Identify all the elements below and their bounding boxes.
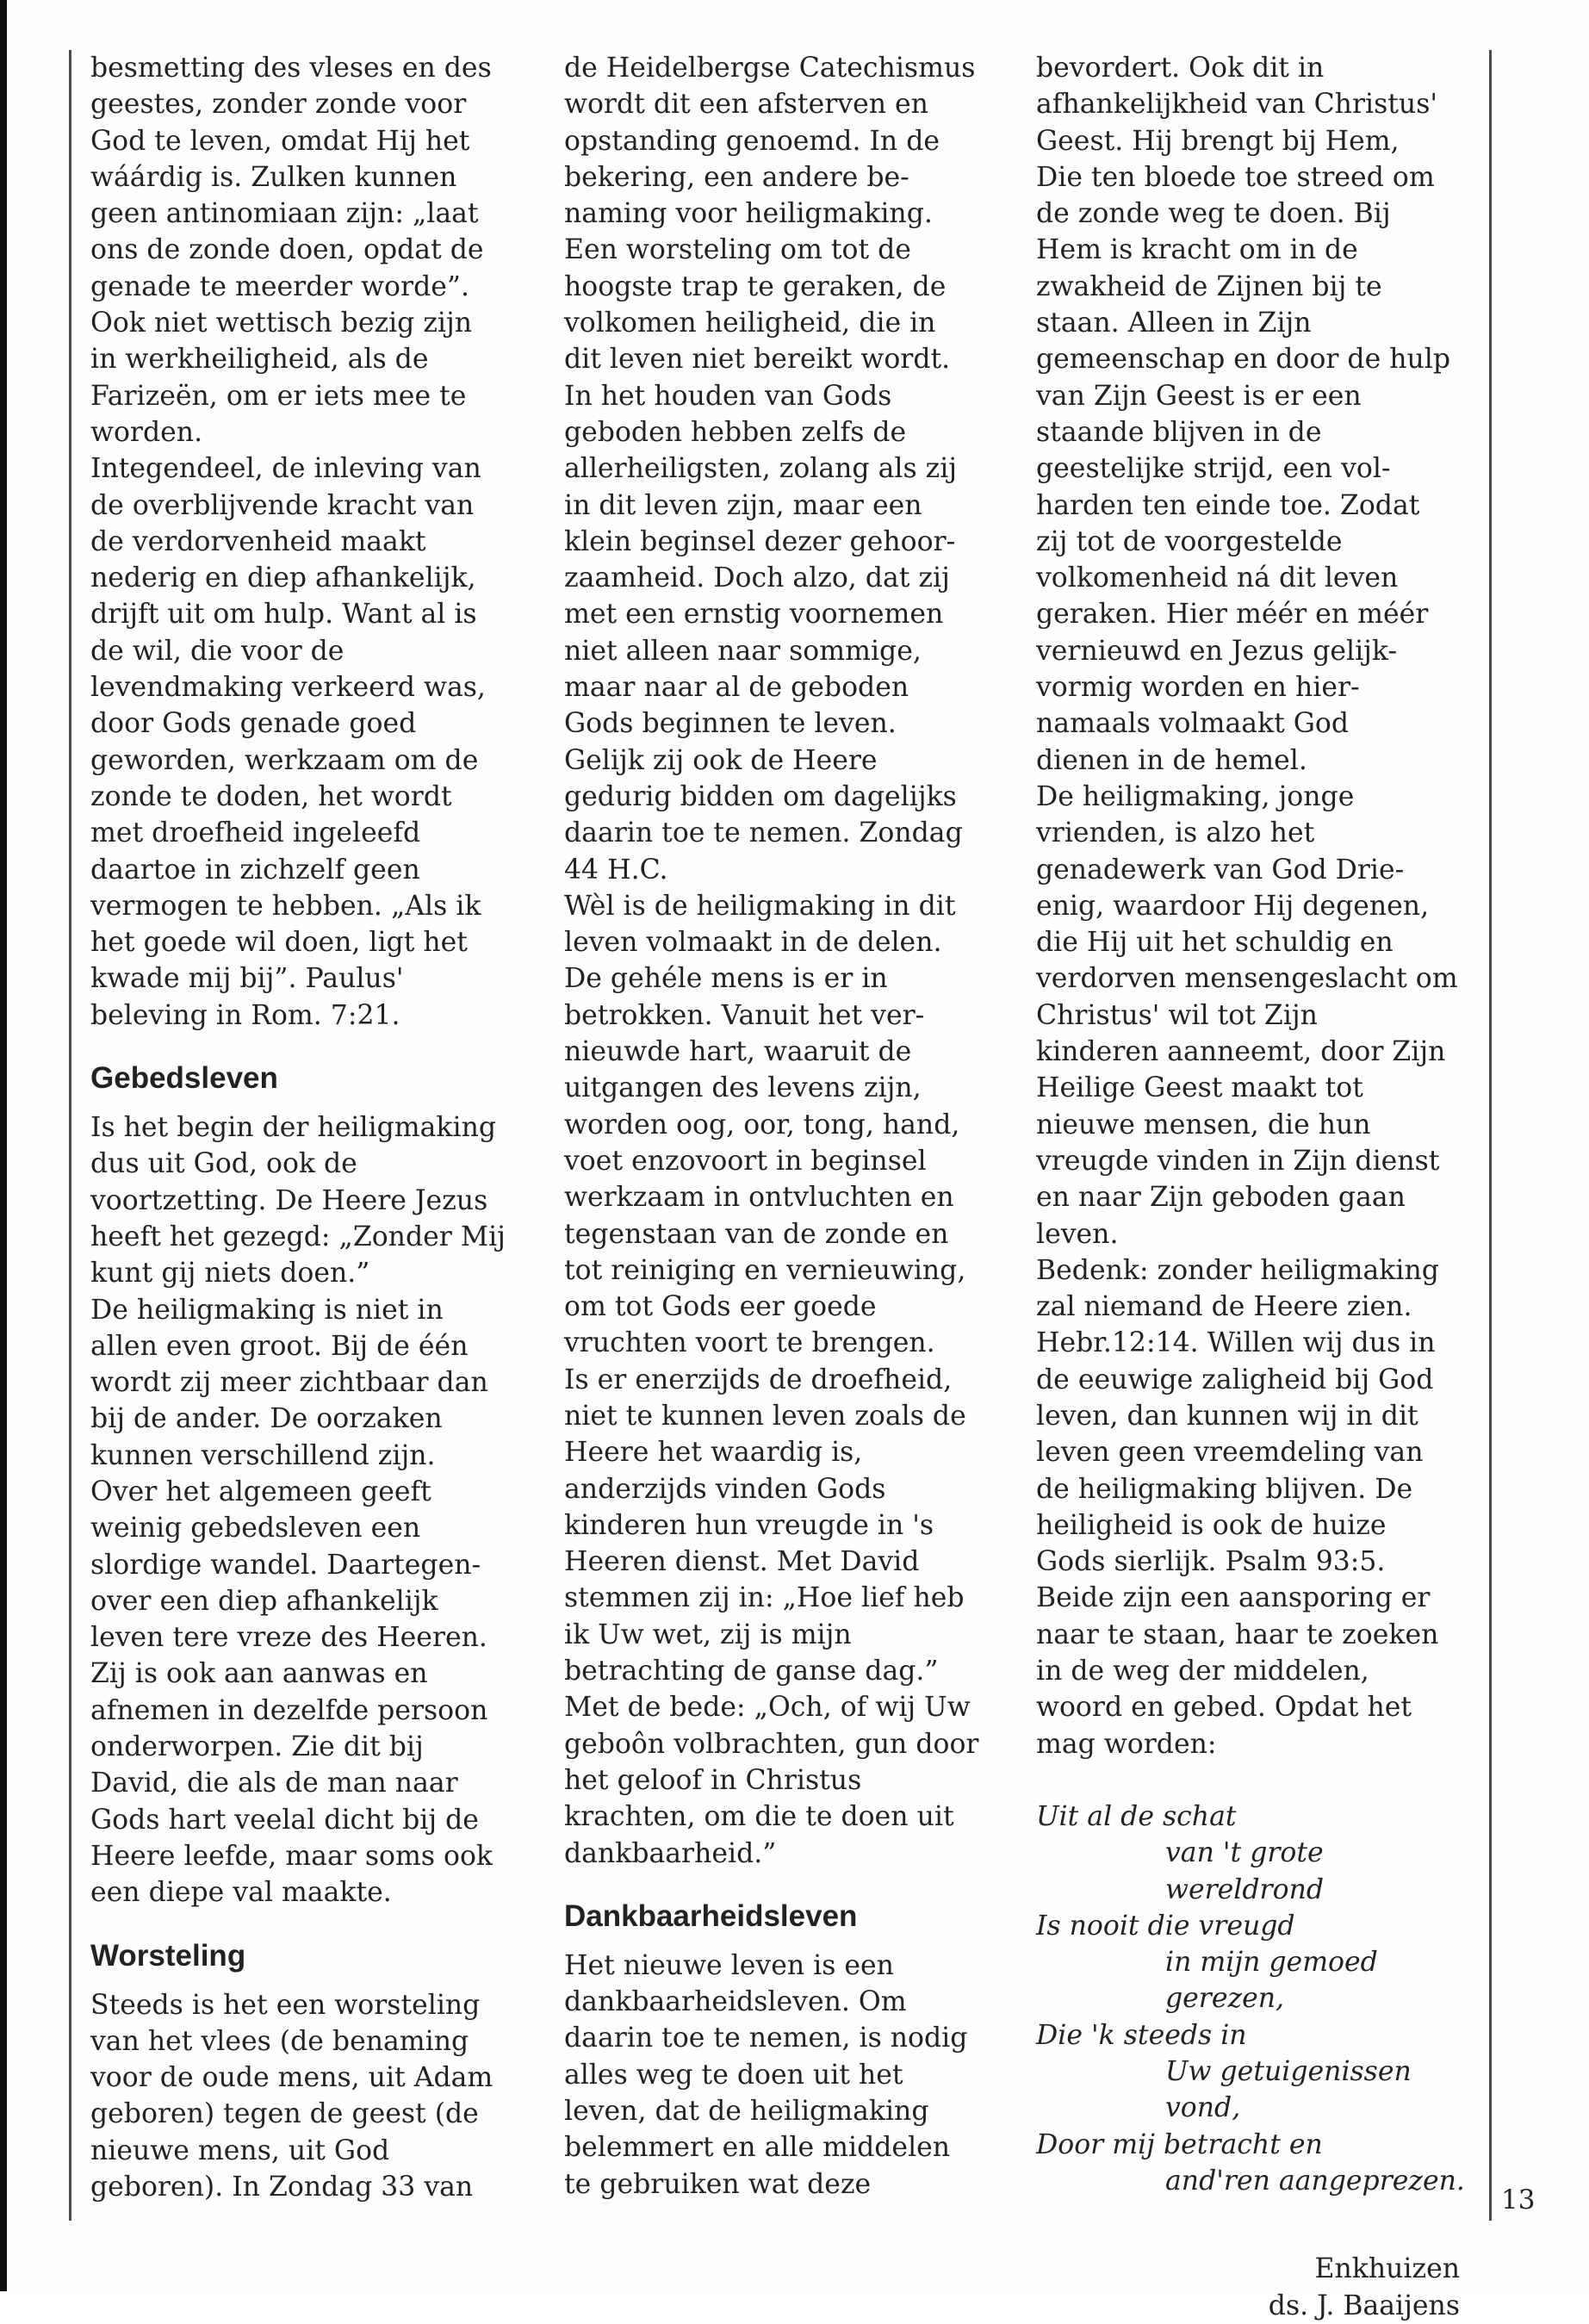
poem-line: Is nooit die vreugd	[1036, 1910, 1295, 1942]
heading-worsteling: Worsteling	[90, 1938, 246, 1973]
left-column-rule	[69, 50, 71, 2221]
heading-gebedsleven: Gebedsleven	[90, 1061, 278, 1096]
poem-line: and'ren aangeprezen.	[1165, 2165, 1465, 2197]
col2-paragraph-2: Het nieuwe leven is een dankbaarheidsleven. Om daarin toe te nemen, is nodig alles weg te doen uit het leven, dat de heiligmaking belemmert en alle middelen te gebruiken wat deze	[564, 1949, 968, 2200]
col2-paragraph-1: de Heidelbergse Catechismus wordt dit een afsterven en opstanding genoemd. In de bekering, een andere be- naming voor heiligmaking. Een worsteling om tot de hoogste trap te geraken, de volkomen heiligheid, die in dit leven niet bereikt wordt. In het houden van Gods geboden hebben zelfs de allerheiligsten, zolang als zij in dit leven zijn, maar een klein beginsel dezer gehoor- zaamheid. Doch alzo, dat zij met een ernstig voornemen niet alleen naar sommige, maar naar al de geboden Gods beginnen te leven. Gelijk zij ook de Heere gedurig bidden om dagelijks daarin toe te nemen. Zondag 44 H.C. Wèl is de heiligmaking in dit leven volmaakt in de delen. De gehéle mens is er in betrokken. Vanuit het ver- nieuwde hart, waaruit de uitgangen des levens zijn, worden oog, oor, tong, hand, voet enzovoort in beginsel werkzaam in ontvluchten en tegenstaan van de zonde en tot reiniging en vernieuwing, om tot Gods eer goede vruchten voort te brengen. Is er enerzijds de droefheid, niet te kunnen leven zoals de Heere het waardig is, anderzijds vinden Gods kinderen hun vreugde in 's Heeren dienst. Met David stemmen zij in: „Hoe lief heb ik Uw wet, zij is mijn betrachting de ganse dag.” Met de bede: „Och, of wij Uw geboôn volbrachten, gun door het geloof in Christus krachten, om die te doen uit dankbaarheid.”	[564, 53, 979, 1869]
page-number: 13	[1501, 2184, 1536, 2215]
column-3	[1036, 50, 1484, 2324]
poem-line: Uit al de schat	[1036, 1800, 1237, 1832]
col1-paragraph-1: besmetting des vleses en des geestes, zonder zonde voor God te leven, omdat Hij het wáárdig is. Zulken kunnen geen antinomiaan zijn: „laat ons de zonde doen, opdat de genade te meerder worde”. Ook niet wettisch bezig zijn in werkheiligheid, als de Farizeën, om er iets mee te worden. Integendeel, de inleving van de overblijvende kracht van de verdorvenheid maakt nederig en diep afhankelijk, drijft uit om hulp. Want al is de wil, die voor de levendmaking verkeerd was, door Gods genade goed geworden, werkzaam om de zonde te doden, het wordt met droefheid ingeleefd daartoe in zichzelf geen vermogen te hebben. „Als ik het goede wil doen, ligt het kwade mij bij”. Paulus' beleving in Rom. 7:21.	[90, 53, 492, 1031]
col3-paragraph-1: bevordert. Ook dit in afhankelijkheid van Christus' Geest. Hij brengt bij Hem, Die ten bloede toe streed om de zonde weg te doen. Bij Hem is kracht om in de zwakheid de Zijnen bij te staan. Alleen in Zijn gemeenschap en door de hulp van Zijn Geest is er een staande blijven in de geestelijke strijd, een vol- harden ten einde toe. Zodat zij tot de voorgestelde volkomenheid ná dit leven geraken. Hier méér en méér vernieuwd en Jezus gelijk- vormig worden en hier- namaals volmaakt God dienen in de hemel. De heiligmaking, jonge vrienden, is alzo het genadewerk van God Drie- enig, waardoor Hij degenen, die Hij uit het schuldig en verdorven mensengeslacht om Christus' wil tot Zijn kinderen aanneemt, door Zijn Heilige Geest maakt tot nieuwe mensen, die hun vreugde vinden in Zijn dienst en naar Zijn geboden gaan leven. Bedenk: zonder heiligmaking zal niemand de Heere zien. Hebr.12:14. Willen wij dus in de eeuwige zaligheid bij God leven, dan kunnen wij in dit leven geen vreemdeling van de heiligmaking blijven. De heiligheid is ook de huize Gods sierlijk. Psalm 93:5. Beide zijn een aansporing er naar te staan, haar te zoeken in de weg der middelen, woord en gebed. Opdat het mag worden:	[1036, 53, 1458, 1760]
poem-line: in mijn gemoed gerezen,	[1165, 1947, 1378, 2015]
signature-name: ds. J. Baaijens	[1268, 2290, 1460, 2321]
col1-paragraph-3: Steeds is het een worsteling van het vlees (de benaming voor de oude mens, uit Adam geboren) tegen de geest (de nieuwe mens, uit God geboren). In Zondag 33 van	[90, 1989, 493, 2203]
poem-line: Door mij betracht en	[1036, 2128, 1323, 2160]
psalm-verse	[1036, 1799, 1484, 2199]
column-2	[564, 50, 995, 2203]
poem-line: Die 'k steeds in	[1036, 2019, 1247, 2051]
binding-edge	[0, 0, 7, 2291]
col1-paragraph-2: Is het begin der heiligmaking dus uit God, ook de voortzetting. De Heere Jezus heeft het gezegd: „Zonder Mij kunt gij niets doen.” De heiligmaking is niet in allen even groot. Bij de één wordt zij meer zichtbaar dan bij de ander. De oorzaken kunnen verschillend zijn. Over het algemeen geeft weinig gebedsleven een slordige wandel. Daartegen- over een diep afhankelijk leven tere vreze des Heeren. Zij is ook aan aanwas en afnemen in dezelfde persoon onderworpen. Zie dit bij David, die als de man naar Gods hart veelal dicht bij de Heere leefde, maar soms ook een diepe val maakte.	[90, 1112, 506, 1909]
column-1	[90, 50, 538, 2205]
heading-dankbaarheidsleven: Dankbaarheidsleven	[564, 1898, 858, 1933]
poem-line: Uw getuigenissen vond,	[1165, 2056, 1412, 2124]
right-column-rule	[1489, 50, 1492, 2221]
signature-place: Enkhuizen	[1314, 2253, 1460, 2285]
author-signature	[1036, 2251, 1484, 2324]
poem-line: van 't grote wereldrond	[1165, 1837, 1325, 1905]
